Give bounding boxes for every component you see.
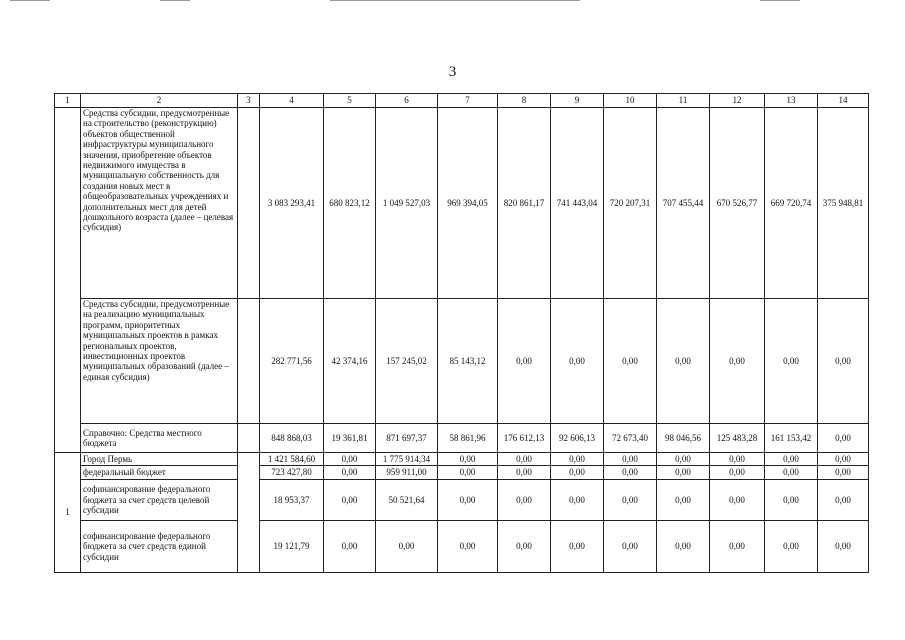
- value-cell: 0,00: [765, 299, 818, 424]
- value-cell: 42 374,16: [324, 299, 376, 424]
- value-cell: 0,00: [551, 480, 604, 521]
- value-cell: 969 394,05: [438, 108, 498, 299]
- empty-cell: [238, 299, 260, 424]
- value-cell: 375 948,81: [818, 108, 869, 299]
- value-cell: 0,00: [604, 453, 657, 466]
- header-cell: 5: [324, 94, 376, 108]
- value-cell: 72 673,40: [604, 424, 657, 453]
- value-cell: 723 427,80: [260, 466, 324, 480]
- header-cell: 4: [260, 94, 324, 108]
- value-cell: 0,00: [710, 521, 765, 573]
- header-cell: 10: [604, 94, 657, 108]
- value-cell: 0,00: [657, 521, 710, 573]
- value-cell: 0,00: [657, 299, 710, 424]
- value-cell: 720 207,31: [604, 108, 657, 299]
- value-cell: 0,00: [765, 521, 818, 573]
- row-name: федеральный бюджет: [81, 466, 238, 480]
- header-cell: 3: [238, 94, 260, 108]
- value-cell: 0,00: [765, 480, 818, 521]
- value-cell: 848 868,03: [260, 424, 324, 453]
- value-cell: 0,00: [604, 299, 657, 424]
- header-row: [55, 94, 869, 108]
- header-cell: 8: [498, 94, 551, 108]
- value-cell: 161 153,42: [765, 424, 818, 453]
- value-cell: 0,00: [657, 480, 710, 521]
- value-cell: 0,00: [376, 521, 438, 573]
- value-cell: 0,00: [438, 453, 498, 466]
- value-cell: 0,00: [551, 521, 604, 573]
- value-cell: 707 455,44: [657, 108, 710, 299]
- value-cell: 0,00: [604, 480, 657, 521]
- value-cell: 0,00: [818, 453, 869, 466]
- scan-artifact: [160, 0, 190, 1]
- row-name: софинансирование федерального бюджета за счет средств единой субсидии: [81, 521, 238, 573]
- value-cell: 741 443,04: [551, 108, 604, 299]
- value-cell: 0,00: [324, 466, 376, 480]
- value-cell: 0,00: [765, 453, 818, 466]
- value-cell: 0,00: [551, 466, 604, 480]
- value-cell: 0,00: [498, 466, 551, 480]
- value-cell: 3 083 293,41: [260, 108, 324, 299]
- header-cell: 2: [81, 94, 238, 108]
- header-cell: 7: [438, 94, 498, 108]
- header-cell: 1: [55, 94, 81, 108]
- value-cell: 176 612,13: [498, 424, 551, 453]
- value-cell: 0,00: [438, 480, 498, 521]
- value-cell: 0,00: [324, 480, 376, 521]
- value-cell: 125 483,28: [710, 424, 765, 453]
- empty-cell: [238, 453, 260, 573]
- value-cell: 1 421 584,60: [260, 453, 324, 466]
- value-cell: 92 606,13: [551, 424, 604, 453]
- scan-artifact: [330, 0, 580, 1]
- value-cell: 98 046,56: [657, 424, 710, 453]
- value-cell: 0,00: [604, 521, 657, 573]
- value-cell: 0,00: [551, 299, 604, 424]
- value-cell: 1 775 914,34: [376, 453, 438, 466]
- value-cell: 0,00: [818, 480, 869, 521]
- header-cell: 6: [376, 94, 438, 108]
- table-row: [55, 466, 869, 480]
- value-cell: 0,00: [818, 521, 869, 573]
- page-number: 3: [448, 64, 457, 80]
- value-cell: 670 526,77: [710, 108, 765, 299]
- value-cell: 0,00: [710, 466, 765, 480]
- table-row: [55, 521, 869, 573]
- value-cell: 0,00: [818, 466, 869, 480]
- group-index-cell: 1: [55, 453, 81, 573]
- header-cell: 14: [818, 94, 869, 108]
- value-cell: 820 861,17: [498, 108, 551, 299]
- value-cell: 0,00: [498, 299, 551, 424]
- value-cell: 0,00: [710, 480, 765, 521]
- value-cell: 85 143,12: [438, 299, 498, 424]
- scan-artifact: [760, 0, 800, 1]
- row-name: Средства субсидии, предусмотренные на строительство (реконструкцию) объектов общественной инфраструктуры муниципального значения, приобретение объектов недвижимого имущества в муниципальную собственность для создания новых мест в общеобразовательных учреждениях и дополнительных мест для детей дошкольного возраста (далее – целевая субсидия): [81, 108, 238, 299]
- value-cell: 19 121,79: [260, 521, 324, 573]
- value-cell: 0,00: [765, 466, 818, 480]
- row-name: Средства субсидии, предусмотренные на реализацию муниципальных программ, приоритетных муниципальных проектов в рамках региональных проектов, инвестиционных проектов муниципальных образований (далее – единая субсидия): [81, 299, 238, 424]
- value-cell: 282 771,56: [260, 299, 324, 424]
- empty-cell: [238, 424, 260, 453]
- value-cell: 0,00: [324, 453, 376, 466]
- value-cell: 19 361,81: [324, 424, 376, 453]
- value-cell: 0,00: [324, 521, 376, 573]
- value-cell: 959 911,00: [376, 466, 438, 480]
- value-cell: 871 697,37: [376, 424, 438, 453]
- header-cell: 11: [657, 94, 710, 108]
- row-name: Город Пермь: [81, 453, 238, 466]
- value-cell: 0,00: [657, 453, 710, 466]
- value-cell: 0,00: [604, 466, 657, 480]
- table-row: [55, 424, 869, 453]
- table-row: [55, 299, 869, 424]
- value-cell: 669 720,74: [765, 108, 818, 299]
- value-cell: 0,00: [710, 453, 765, 466]
- row-name: Справочно: Средства местного бюджета: [81, 424, 238, 453]
- value-cell: 0,00: [438, 466, 498, 480]
- table-row: [55, 453, 869, 466]
- value-cell: 0,00: [551, 453, 604, 466]
- value-cell: 157 245,02: [376, 299, 438, 424]
- header-cell: 13: [765, 94, 818, 108]
- empty-cell: [238, 108, 260, 299]
- value-cell: 680 823,12: [324, 108, 376, 299]
- value-cell: 0,00: [498, 521, 551, 573]
- value-cell: 0,00: [498, 453, 551, 466]
- scan-artifact: [10, 0, 50, 1]
- value-cell: 0,00: [818, 424, 869, 453]
- value-cell: 18 953,37: [260, 480, 324, 521]
- value-cell: 0,00: [818, 299, 869, 424]
- budget-table: [54, 93, 869, 573]
- header-cell: 12: [710, 94, 765, 108]
- value-cell: 0,00: [438, 521, 498, 573]
- empty-index-cell: [55, 108, 81, 453]
- value-cell: 0,00: [498, 480, 551, 521]
- header-cell: 9: [551, 94, 604, 108]
- table-row: [55, 108, 869, 299]
- value-cell: 1 049 527,03: [376, 108, 438, 299]
- row-name: софинансирование федерального бюджета за счет средств целевой субсидии: [81, 480, 238, 521]
- value-cell: 0,00: [710, 299, 765, 424]
- value-cell: 58 861,96: [438, 424, 498, 453]
- table-row: [55, 480, 869, 521]
- value-cell: 50 521,64: [376, 480, 438, 521]
- value-cell: 0,00: [657, 466, 710, 480]
